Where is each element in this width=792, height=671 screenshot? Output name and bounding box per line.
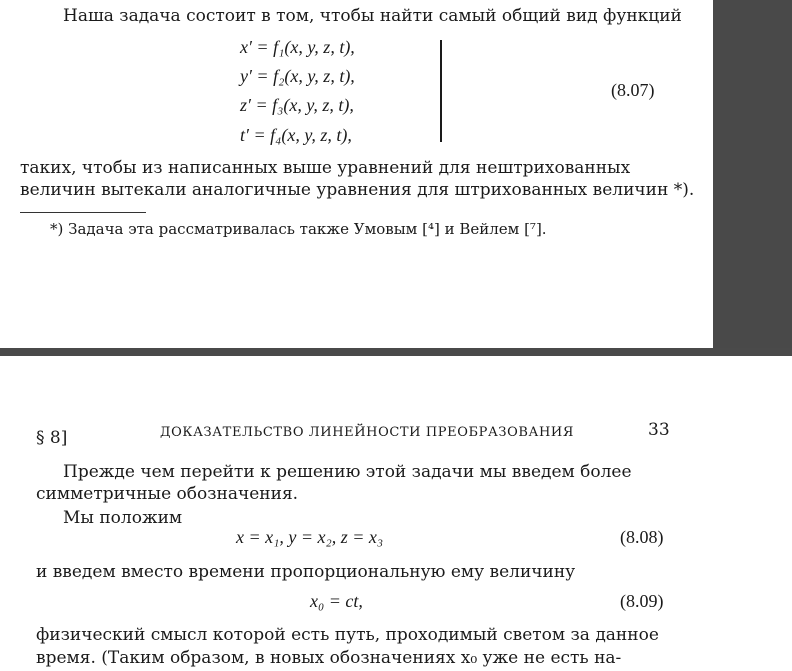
bottom-page [0,356,792,671]
body-line-2: симметричные обозначения. [36,484,299,504]
footnote: *) Задача эта рассматривалась также Умовым [⁴] и Вейлем [⁷]. [50,220,547,238]
viewer-side-panel [713,0,792,350]
running-title: ДОКАЗАТЕЛЬСТВО ЛИНЕЙНОСТИ ПРЕОБРАЗОВАНИЯ [160,425,574,440]
equation-y-prime: y′ = f₂(x, y, z, t), [240,66,355,86]
page-number: 33 [648,420,670,440]
section-mark: § 8] [36,428,68,448]
equation-t-prime: t′ = f₄(x, y, z, t), [240,125,352,145]
equation-number-807: (8.07) [611,80,655,100]
intro-text: Наша задача состоит в том, чтобы найти самый общий вид функций [63,6,682,26]
body-line-4: и введем вместо времени пропорциональную ему величину [36,562,576,582]
equation-x-prime: x′ = f₁(x, y, z, t), [240,37,355,57]
body-line-5: физический смысл которой есть путь, проходимый светом за данное [36,625,659,645]
body-line-1: Прежде чем перейти к решению этой задачи мы введем более [63,462,632,482]
equation-number-809: (8.09) [620,591,664,611]
equation-number-808: (8.08) [620,527,664,547]
paragraph-line-1: таких, чтобы из написанных выше уравнений для нештрихованных [20,158,631,178]
paragraph-line-2: величин вытекали аналогичные уравнения для штрихованных величин *). [20,180,695,200]
top-page [0,0,713,348]
equation-809: x₀ = ct, [310,591,363,611]
page-divider [0,348,792,356]
footnote-rule [20,212,146,213]
body-line-3: Мы положим [63,508,183,528]
equation-808: x = x₁, y = x₂, z = x₃ [236,527,384,547]
body-line-6: время. (Таким образом, в новых обозначениях x₀ уже не есть на- [36,648,622,668]
equation-z-prime: z′ = f₃(x, y, z, t), [240,95,354,115]
